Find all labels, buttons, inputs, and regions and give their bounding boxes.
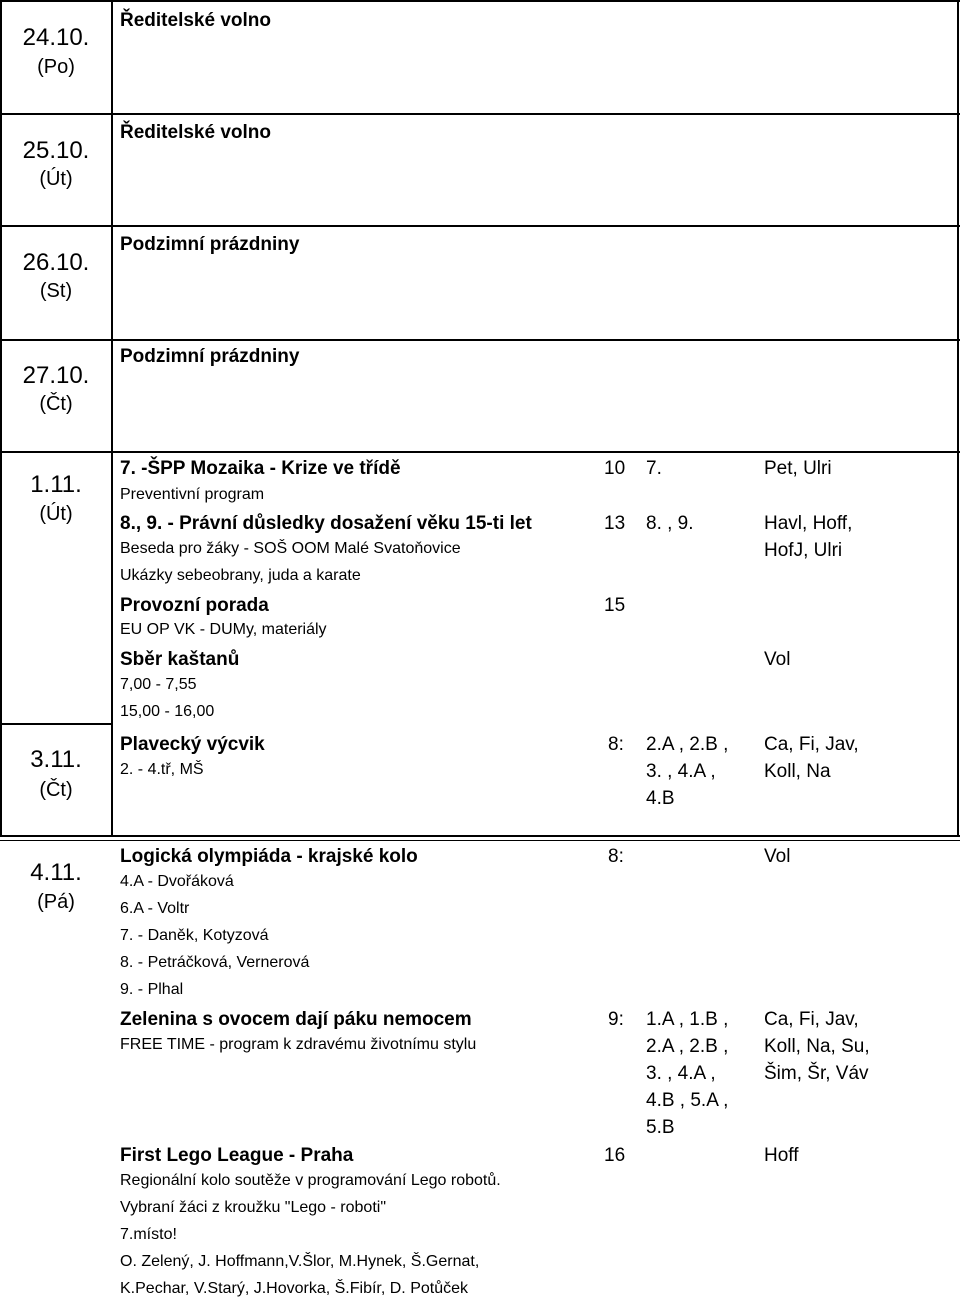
event-title: Podzimní prázdniny [120,346,300,367]
weekday-label: (Čt) [39,393,73,415]
event-title: Ředitelské volno [120,10,271,31]
event-staff: Koll, Na [764,761,831,782]
event-time: 8: [608,846,624,867]
event-classes: 2.A , 2.B , [646,1036,729,1057]
row-divider [0,835,960,837]
row-divider [0,113,960,115]
event-detail: O. Zelený, J. Hoffmann,V.Šlor, M.Hynek, Š.Gernat, [120,1253,480,1270]
event-staff: Hoff [764,1145,799,1166]
event-detail: 4.A - Dvořáková [120,873,234,890]
event-staff: Vol [764,846,791,867]
date-label: 4.11. [30,859,82,886]
event-title: Ředitelské volno [120,122,271,143]
row-divider [0,225,960,227]
event-time: 8: [608,734,624,755]
date-label: 25.10. [22,137,90,164]
event-detail: EU OP VK - DUMy, materiály [120,621,327,638]
event-time: 9: [608,1009,624,1030]
event-classes: 7. [646,458,662,479]
weekday-label: (Út) [39,503,73,525]
event-classes: 5.B [646,1117,675,1138]
event-title: Podzimní prázdniny [120,234,300,255]
weekday-label: (Út) [39,168,73,190]
event-staff: Havl, Hoff, [764,513,853,534]
event-staff: Pet, Ulri [764,458,832,479]
event-time: 16 [604,1145,626,1166]
event-detail: 7. - Daněk, Kotyzová [120,927,269,944]
event-title: 7. -ŠPP Mozaika - Krize ve třídě [120,458,401,479]
date-cell-divider [0,723,113,725]
event-classes: 3. , 4.A , [646,761,716,782]
event-detail: Beseda pro žáky - SOŠ OOM Malé Svatoňovice [120,540,461,557]
event-title: Zelenina s ovocem dají páku nemocem [120,1009,472,1030]
date-label: 1.11. [30,471,82,498]
event-detail: FREE TIME - program k zdravému životnímu stylu [120,1036,477,1053]
event-staff: Koll, Na, Su, [764,1036,870,1057]
event-detail: Ukázky sebeobrany, juda a karate [120,567,361,584]
weekday-label: (St) [39,280,73,302]
event-classes: 2.A , 2.B , [646,734,729,755]
event-classes: 8. , 9. [646,513,694,534]
event-staff: Ca, Fi, Jav, [764,1009,859,1030]
event-detail: Vybraní žáci z kroužku "Lego - roboti" [120,1199,386,1216]
date-label: 27.10. [22,362,90,389]
weekday-label: (Po) [37,56,75,78]
event-staff: Šim, Šr, Váv [764,1063,869,1084]
event-title: Sběr kaštanů [120,649,240,670]
date-label: 24.10. [22,24,90,51]
event-classes: 3. , 4.A , [646,1063,716,1084]
event-detail: 2. - 4.tř, MŠ [120,761,204,778]
event-title: Plavecký výcvik [120,734,265,755]
event-detail: 7.místo! [120,1226,177,1243]
date-label: 26.10. [22,249,90,276]
event-detail: 15,00 - 16,00 [120,703,215,720]
event-classes: 4.B , 5.A , [646,1090,729,1111]
event-classes: 1.A , 1.B , [646,1009,729,1030]
event-staff: HofJ, Ulri [764,540,843,561]
event-title: Logická olympiáda - krajské kolo [120,846,418,867]
event-time: 10 [604,458,626,479]
date-column-divider [111,0,113,836]
right-border [957,0,959,836]
table-top-border [0,0,960,2]
event-staff: Vol [764,649,791,670]
event-detail: 6.A - Voltr [120,900,190,917]
event-detail: Regionální kolo soutěže v programování Lego robotů. [120,1172,501,1189]
event-staff: Ca, Fi, Jav, [764,734,859,755]
event-classes: 4.B [646,788,675,809]
event-detail: 8. - Petráčková, Vernerová [120,954,310,971]
event-time: 15 [604,595,626,616]
event-detail: Preventivní program [120,486,265,503]
event-title: First Lego League - Praha [120,1145,354,1166]
event-detail: 9. - Plhal [120,981,184,998]
row-divider [0,451,960,453]
row-divider [0,339,960,341]
event-detail: K.Pechar, V.Starý, J.Hovorka, Š.Fibír, D. Potůček [120,1280,468,1297]
date-label: 3.11. [30,746,82,773]
event-title: 8., 9. - Právní důsledky dosažení věku 15-ti let [120,513,532,534]
weekday-label: (Pá) [37,891,75,913]
event-detail: 7,00 - 7,55 [120,676,197,693]
event-time: 13 [604,513,626,534]
row-divider-thin [0,840,960,841]
left-border [0,0,2,836]
weekday-label: (Čt) [39,779,73,801]
event-title: Provozní porada [120,595,269,616]
